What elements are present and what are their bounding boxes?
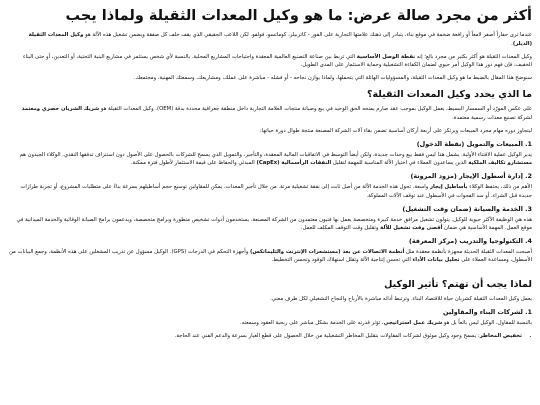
stakeholder-heading-contractors: 1. لشركات البناء والمقاولين	[442, 307, 532, 316]
stakeholder-text-contractors: بالنسبة للمقاول، الوكيل ليس بائعاً بل هو شريك عمل استراتيجي، تؤثر قدرته على الخدمة بشكل مباشر على ربحية العقود وسمعته.	[240, 319, 532, 326]
intro-paragraph-3: سنوضح هذا المقال بالضبط ما هو وكيل المعدات الثقيلة، والمسؤوليات الهائلة التي يتحملها، ولماذا يوازن نجاحه - أو فشله - مباشرة على عملك، ومشاريعك، وسمعتك المهنية، ومجتمعك.	[133, 75, 532, 82]
section1-paragraph-1: على عكس المورّد أو السمسار البسيط، يعمل الوكيل بموجب عقد صارم يمنحه الحق الوحيد في بيع وصيانة منتجات العلامة التجارية داخل منطقة جغرافية محددة بدقة (OEM). وكيل المعدات الثقيلة هو شريك الشريان حصري ومعتمد لشركة تصنيع معدات رسمية معتمدة.	[21, 106, 532, 121]
pillar-text-service: هذه هي الوظيفة الأكثر حيوية للوكيل. يتولون تشغيل مرافق خدمة كبيرة ومتخصصة يعمل بها فنيون معتمدون من الشركة المصنعة. يستخدمون أدوات تشخيص متطورة وبرامج متخصصة، ويدعمون برامج الصيانة الوقائية والخدمة الميدانية في موقع العمل. المهمة الأساسية هي ضمان أقصى وقت تشغيل للآلة وتقليل وقت التوقف المكلف للعمل.	[16, 216, 532, 232]
section1-paragraph-2: ليتجاوز دوره مهام مجرد المبيعات ويرتكز على أربعة أركان أساسية تضمن بقاء آلات الشركة المصنعة منتجة طوال دورة حياتها:	[259, 127, 532, 134]
pillar-text-sales: يدير الوكيل عملية الاقتناء الأولية. يشمل هذا ليس فقط بيع وحدات جديدة، ولكن أيضاً التوسط في الاتفاقيات المالية المعقدة، والتأجير، والتمويل الذي يسمح للشركات بالحصول على الأصول دون استنزاف تدفقها النقدي. الوكلاء الجيدون هم مستشارو تكاليف الملكية الذين يساعدون العملاء في اختيار الآلة المناسبة للمهمة لتقليل النفقات الرأسمالية (CapEx) المبدئي والحفاظ على قيمة الاستثمار لأطول فترة ممكنة.	[19, 152, 532, 167]
intro-paragraph-2: وكيل المعدات الثقيلة هو أكثر بكثير من مجرد بائع؛ إنه نقطة الوصل الأساسية التي تربط بين صناعة التصنيع العالمية المعقدة واحتياجات المشاريع المحلية. بالنسبة لأي شخص يستثمر في مشاريع البنية التحتية، أو التعدين، أو حتى البناء الخفيف، فإن فهم دور هذا الوكيل أمر حيوي لضمان الكفاءة التشغيلية وحماية الاستثمار على المدى الطويل.	[22, 53, 532, 68]
page-title: أكثر من مجرد صالة عرض: ما هو وكيل المعدات الثقيلة ولماذا يجب	[65, 8, 532, 24]
pillar-text-technology: أصبحت المعدات الثقيلة الحديثة مجهزة بأنظمة معقدة مثل أنظمة الاتصالات عن بعد (مستشعرات الإنترنت والتليماتكس) وأجهزة التحكم في الدرجات (GPS). الوكيل مسؤول عن تدريب المشغلين على هذه الأنظمة، وجمع البيانات من الأسطول، ومساعدة العملاء على تحليل بيانات الأداء التي تحسن إنتاجية الآلة وتقلل استهلاك الوقود وتحسن التخطيط.	[8, 249, 532, 264]
pillar-heading-service: 3. الخدمة والصيانة (ضمان وقت التشغيل)	[402, 204, 532, 213]
pillar-heading-rental: 2. إدارة أسطول الإيجار (مزود المرونة)	[410, 172, 532, 181]
pillar-text-rental: الأهم من ذلك، يحتفظ الوكلاء بأساطيل إيجار واسعة. تحول هذه الخدمة الآلة من أصل ثابت إلى نفقة تشغيلية مرنة. من خلال تأجير المعدات، يمكن للمقاولين توسيع حجم أساطيلهم بسرعة بناءً على متطلبات المشروع، أو تجربة طرازات جديدة قبل الشراء، أو سد الفجوات في الأسطول عند توقف الآلات المملوكة.	[20, 184, 532, 199]
intro-paragraph-1: عندما ترى حفاراً أصفر لامعاً أو رافعة ضخمة في موقع بناء، يتبادر إلى ذهنك علامتها التجارية على الفور - كاتربيلر، كوماتسو، فولفو. لكن اللاعب الحقيقي الذي يقف خلف كل صفقة ويضمن تشغيل هذه الآلة هو وكيل المعدات الثقيلة (الديلر).	[28, 32, 532, 47]
section-heading-definition: ما الذي يحدد وكيل المعدات الثقيلة؟	[367, 89, 532, 101]
bullet-list	[8, 332, 532, 340]
list-item: • تخفيض المخاطر: يسمح وجود وكيل موثوق لشركات المقاولات بتقليل المخاطر التشغيلية من خلال الحصول على قطع الغيار بسرعة والدعم الفني عند الحاجة.	[8, 332, 522, 340]
section-heading-impact: لماذا يجب أن تهتم؟ تأثير الوكيل	[384, 278, 532, 290]
pillar-heading-technology: 4. التكنولوجيا والتدريب (مركز المعرفة)	[408, 237, 532, 246]
section2-paragraph-1: يعمل وكيل المعدات الثقيلة كشريان حياة للاقتصاد البناء. وترتبط أدائه مباشرة بالأرباح والنجاح التشغيلي لكل طرف معني.	[270, 295, 532, 302]
pillar-heading-sales: 1. المبيعات والتمويل (نقطة الدخول)	[416, 140, 532, 149]
